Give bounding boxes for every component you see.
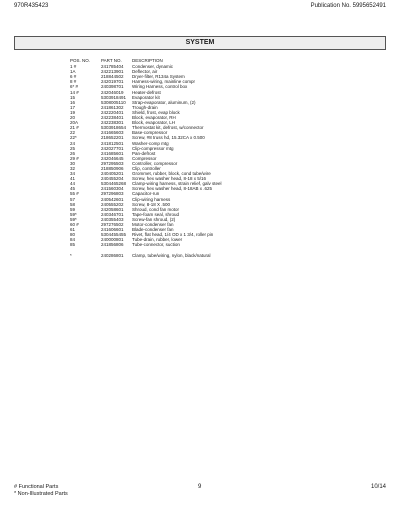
part-no: 240555202 — [101, 201, 124, 207]
pos-no: 55 # — [70, 191, 79, 197]
pos-no: 21 # — [70, 125, 79, 131]
description: Screw, #8 truss hd, 15.32CA x 0.500 — [132, 135, 205, 141]
description: Screw, hex washer head, 8-18AB x .625 — [132, 186, 213, 192]
model-number: 970R435423 — [14, 3, 49, 9]
part-no: 241861302 — [101, 104, 124, 110]
table-row-extra — [70, 253, 312, 258]
pos-no: 84 — [70, 237, 76, 243]
pos-no: 59 — [70, 206, 76, 212]
table-body — [70, 64, 312, 247]
description: Block, evaporator, LH — [132, 120, 176, 126]
pos-no: 6* # — [70, 84, 79, 90]
part-no: 240346701 — [101, 211, 124, 217]
part-no: 240398701 — [101, 84, 124, 90]
pos-no: 29 # — [70, 155, 79, 161]
description: Clamp-wiring harness, strain relief, galv steel — [132, 181, 222, 187]
pos-no: * — [70, 253, 72, 259]
description: Dryer-filter, R134a System — [132, 74, 185, 80]
part-no: 242220401 — [101, 109, 124, 115]
pos-no: 61 — [70, 227, 76, 233]
part-no: 5303918491 — [101, 94, 127, 100]
part-no: 241665603 — [101, 130, 124, 136]
description: Wiring Harness, control box — [132, 84, 188, 90]
part-no: 5308005110 — [101, 99, 126, 105]
description: Compressor — [132, 155, 157, 161]
description: Strap-evaporator, aluminum, (2) — [132, 99, 196, 105]
description: Deflector, air — [132, 69, 158, 75]
pos-no: 24 — [70, 140, 76, 146]
description: Screw-fan shroud, (2) — [132, 216, 176, 222]
description: Motor-condenser fan — [132, 222, 174, 227]
part-no: 240542601 — [101, 196, 124, 202]
pos-no: 16 — [70, 99, 76, 105]
description: Blade-condenser fan — [132, 227, 174, 233]
pos-no: 25 — [70, 145, 76, 151]
part-no: 242238401 — [101, 115, 124, 121]
description: Clip, controller — [132, 165, 161, 171]
pos-no: 34 — [70, 171, 76, 177]
description: Capacitor-run — [132, 191, 160, 197]
description: Pan-defrost — [132, 150, 156, 156]
description: Block, evaporator, RH — [132, 115, 176, 121]
part-no: 240355403 — [101, 216, 124, 222]
description: Base-compressor — [132, 130, 168, 136]
footer-date: 10/14 — [370, 484, 386, 490]
description: Shield, frost, evap block — [132, 109, 180, 115]
pos-no: 20A — [70, 120, 79, 126]
pos-no: 80 — [70, 232, 76, 238]
pos-no: 58 — [70, 201, 76, 207]
part-no: 242027701 — [101, 145, 124, 151]
description: Screw, 8-18 X .500 — [132, 201, 171, 207]
part-no: 218844502 — [101, 74, 124, 80]
pos-no: 20 — [70, 115, 76, 121]
footer-notes — [14, 484, 68, 497]
part-no: 240000801 — [101, 237, 124, 243]
header-pos-no: POS. NO. — [70, 58, 91, 63]
pos-no: 59* — [70, 211, 77, 217]
part-no: 241856806 — [101, 242, 124, 248]
description: Tape-foam seal, shroud — [132, 211, 180, 217]
pos-no: 59* — [70, 216, 77, 222]
pos-no: 15 — [70, 94, 76, 100]
pos-no: 6 # — [70, 74, 77, 80]
part-no: 218850906 — [101, 165, 124, 171]
part-no: 297276502 — [101, 222, 124, 227]
pos-no: 1 # — [70, 64, 77, 70]
pos-no: 60 # — [70, 222, 79, 227]
page-number: 9 — [198, 484, 202, 490]
part-no: 218652201 — [101, 135, 124, 141]
part-no: 242058601 — [101, 206, 124, 212]
pos-no: 14 # — [70, 89, 79, 95]
pos-no: 8 # — [70, 79, 77, 85]
part-no: 241685601 — [101, 150, 124, 156]
pos-no: 22 — [70, 130, 76, 136]
part-no: 242213901 — [101, 69, 124, 75]
part-no: 5304455455 — [101, 232, 127, 238]
part-no: 5304465268 — [101, 181, 127, 187]
description: Tube-connector, suction — [132, 242, 180, 248]
pos-no: 22* — [70, 135, 77, 141]
description: Tube-drain, rubber, lower — [132, 237, 183, 243]
description: Washer-comp mtg — [132, 140, 169, 146]
section-title: SYSTEM — [185, 39, 215, 46]
section-title-bar — [14, 36, 386, 50]
pos-no: 1A — [70, 69, 76, 75]
part-no: 241785404 — [101, 64, 124, 70]
part-no: 242046645 — [101, 155, 124, 161]
functional-parts-note: # Functional Parts — [14, 484, 59, 490]
part-no: 5303918654 — [101, 125, 127, 131]
description: Heater-defrost — [132, 89, 161, 95]
part-no: 240286801 — [101, 253, 124, 259]
description: Evaporator kit — [132, 94, 160, 100]
pos-no: 17 — [70, 104, 76, 110]
description: Screw, hex washer head, 8-18 x 5/16 — [132, 176, 207, 182]
part-no: 241560304 — [101, 186, 124, 192]
pos-no: 19 — [70, 109, 76, 115]
part-no: 242238301 — [101, 120, 124, 126]
description: Clamp, tube/wiring, nylon, black/natural — [132, 253, 211, 259]
description: Rivet, flat head, 1/4 OD x 1 3/4, roller pin — [132, 232, 214, 238]
pos-no: 44 — [70, 181, 76, 187]
description: Grommet, rubber, block, cond tube/wire — [132, 171, 211, 177]
description: Clip-compressor mtg — [132, 145, 174, 151]
pos-no: 26 — [70, 150, 76, 156]
header-part-no: PART NO. — [101, 58, 122, 63]
non-illustrated-note: * Non-Illustrated Parts — [14, 490, 68, 497]
description: Thermostat kit, defrost, w/connector — [132, 125, 204, 131]
parts-table — [70, 58, 312, 259]
pos-no: 85 — [70, 242, 76, 248]
part-no: 242019701 — [101, 79, 124, 85]
pos-no: 45 — [70, 186, 76, 192]
part-no: 241606601 — [101, 227, 124, 233]
description: Condenser, dynamic — [132, 64, 174, 70]
description: Trough-drain — [132, 104, 158, 110]
pos-no: 41 — [70, 176, 76, 182]
description: Harness-wiring, mainline compr — [132, 79, 196, 85]
pos-no: 57 — [70, 196, 76, 202]
part-no: 241812501 — [101, 140, 124, 146]
part-no: 240405201 — [101, 171, 124, 177]
part-no: 240455204 — [101, 176, 124, 182]
part-no: 297296803 — [101, 191, 124, 197]
description: Clip-wiring harness — [132, 196, 171, 202]
table-row — [70, 242, 312, 247]
description: Shroud, cond fan motor — [132, 206, 180, 212]
pos-no: 32 — [70, 165, 76, 171]
part-no: 242046019 — [101, 89, 124, 95]
description: Controller, compressor — [132, 160, 178, 166]
pos-no: 30 — [70, 160, 76, 166]
header-description: DESCRIPTION — [132, 58, 163, 63]
table-header — [70, 58, 312, 63]
publication-number: Publication No. 5995652491 — [310, 3, 386, 9]
part-no: 297295503 — [101, 160, 124, 166]
